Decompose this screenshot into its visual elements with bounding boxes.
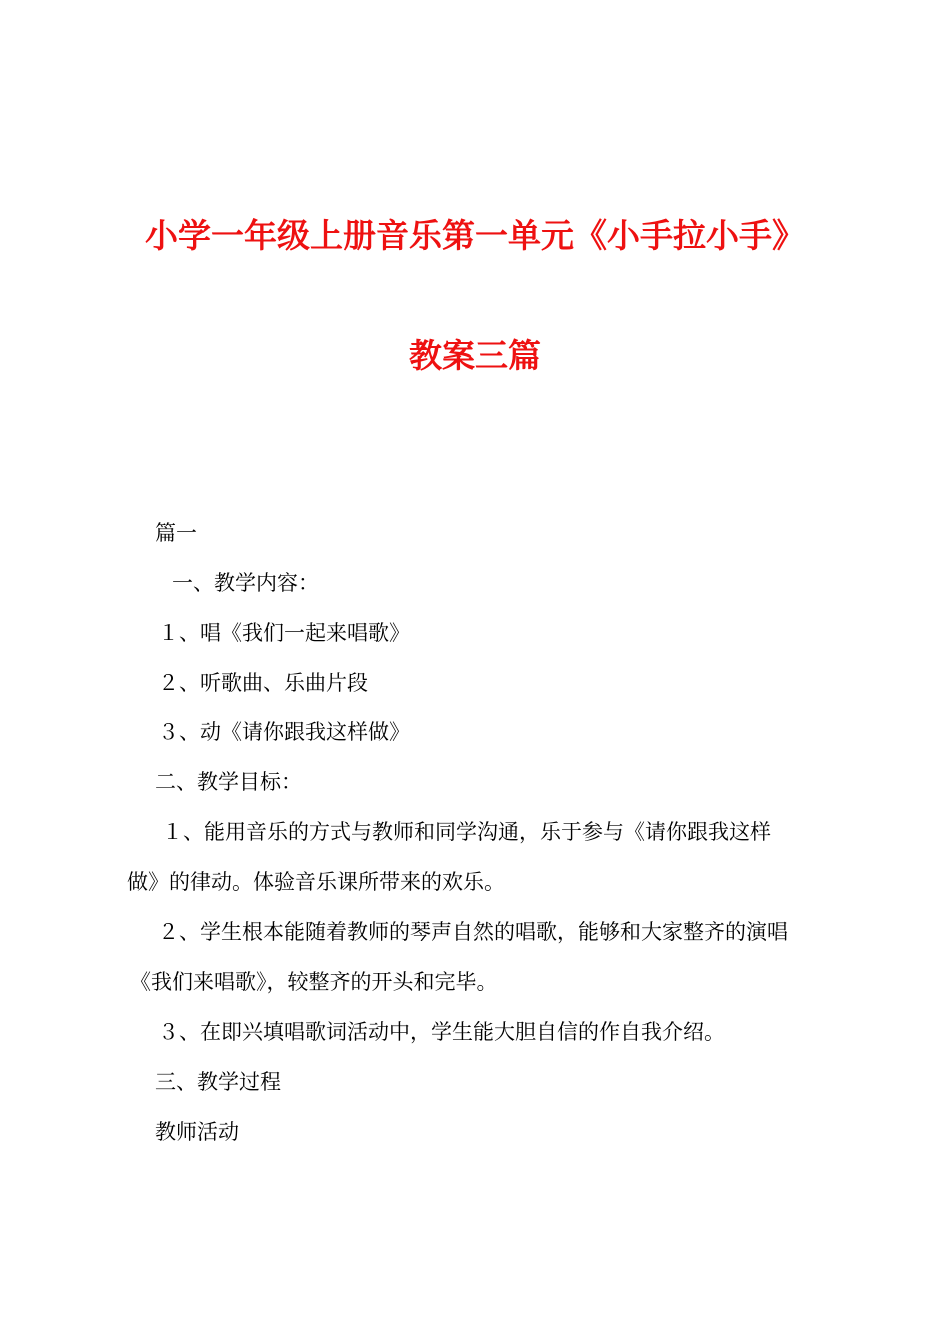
- goal-1-line-2: 做》的律动。体验音乐课所带来的欢乐。: [127, 870, 505, 894]
- list-item-listen: ２、听歌曲、乐曲片段: [158, 671, 368, 695]
- document-title-line-2: 教案三篇: [409, 336, 541, 375]
- teacher-activity-label: 教师活动: [155, 1120, 239, 1144]
- section-heading-part-1: 篇一: [155, 521, 197, 545]
- heading-teaching-process: 三、教学过程: [155, 1070, 281, 1094]
- goal-3: ３、在即兴填唱歌词活动中，学生能大胆自信的作自我介绍。: [158, 1020, 725, 1044]
- list-item-sing: １、唱《我们一起来唱歌》: [158, 621, 410, 645]
- heading-teaching-content: 一、教学内容：: [172, 571, 319, 595]
- goal-2-line-1: ２、学生根本能随着教师的琴声自然的唱歌，能够和大家整齐的演唱: [158, 920, 788, 944]
- goal-1-line-1: １、能用音乐的方式与教师和同学沟通，乐于参与《请你跟我这样: [162, 820, 771, 844]
- heading-teaching-goals: 二、教学目标：: [155, 770, 302, 794]
- list-item-move: ３、动《请你跟我这样做》: [158, 720, 410, 744]
- goal-2-line-2: 《我们来唱歌》，较整齐的开头和完毕。: [130, 970, 498, 994]
- document-title-line-1: 小学一年级上册音乐第一单元《小手拉小手》: [145, 216, 805, 255]
